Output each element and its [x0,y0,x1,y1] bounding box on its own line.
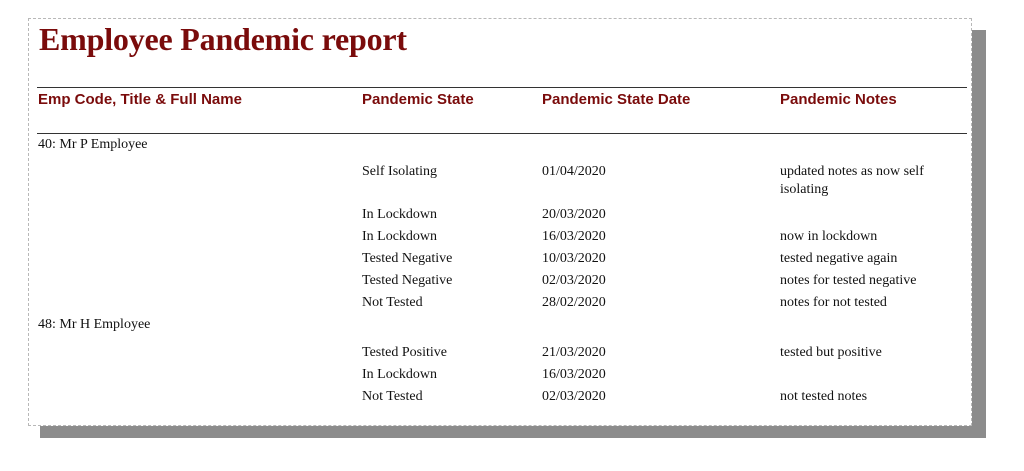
pandemic-date: 16/03/2020 [542,367,606,382]
pandemic-state: In Lockdown [362,207,438,222]
pandemic-notes: notes for not tested [780,295,887,310]
pandemic-state: Not Tested [362,389,423,404]
pandemic-date: 16/03/2020 [542,229,606,244]
pandemic-date: 02/03/2020 [542,273,606,288]
report-title: Employee Pandemic report [39,21,407,57]
pandemic-state: Not Tested [362,295,423,310]
pandemic-state: In Lockdown [362,229,438,244]
employee-name: 48: Mr H Employee [38,317,151,332]
column-header-date: Pandemic State Date [542,91,691,108]
pandemic-notes: tested negative again [780,251,898,266]
pandemic-date: 01/04/2020 [542,164,606,179]
column-header-state: Pandemic State [362,91,474,108]
header-bottom-rule [37,133,967,134]
pandemic-notes: not tested notes [780,389,868,404]
pandemic-notes: now in lockdown [780,229,878,244]
header-top-rule [37,87,967,88]
pandemic-state: Self Isolating [362,164,438,179]
pandemic-state: Tested Positive [362,345,447,360]
pandemic-state: Tested Negative [362,251,453,266]
pandemic-state: Tested Negative [362,273,453,288]
pandemic-date: 10/03/2020 [542,251,606,266]
pandemic-notes: updated notes as now self isolating [780,164,924,197]
pandemic-date: 21/03/2020 [542,345,606,360]
pandemic-date: 28/02/2020 [542,295,606,310]
pandemic-date: 20/03/2020 [542,207,606,222]
pandemic-state: In Lockdown [362,367,438,382]
column-header-notes: Pandemic Notes [780,91,897,108]
column-header-employee: Emp Code, Title & Full Name [38,91,242,108]
pandemic-notes: tested but positive [780,345,882,360]
pandemic-notes: notes for tested negative [780,273,917,288]
employee-name: 40: Mr P Employee [38,137,148,152]
pandemic-date: 02/03/2020 [542,389,606,404]
report-page [28,18,972,426]
